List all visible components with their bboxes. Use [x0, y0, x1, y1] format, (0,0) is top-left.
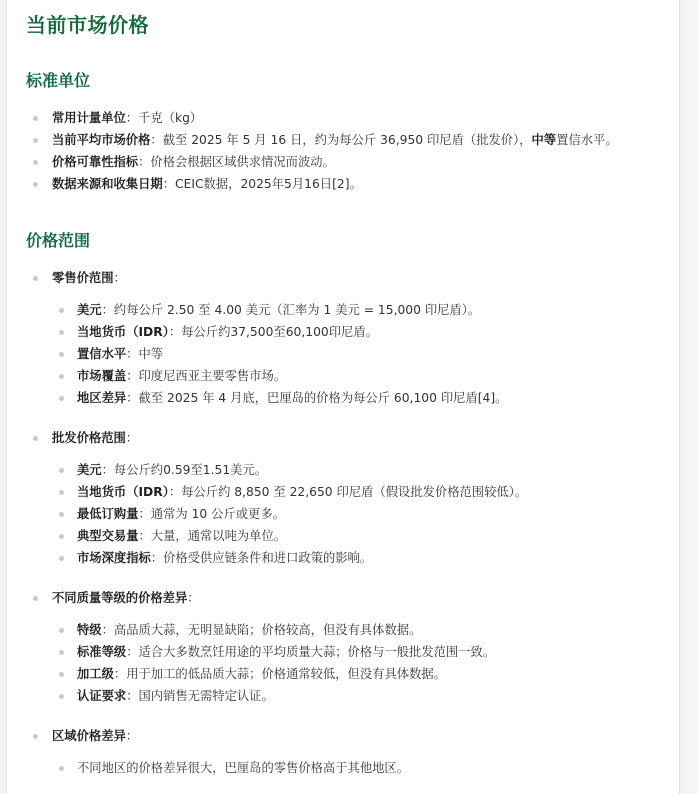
bullet-icon: [33, 182, 38, 187]
bullet-icon: [33, 138, 38, 143]
bullet-icon: [59, 766, 64, 771]
bullet-icon: [59, 468, 64, 473]
bullet-icon: [59, 330, 64, 335]
list-item: 最低订购量：通常为 10 公斤或更多。: [7, 503, 681, 525]
list-item: 地区差异：截至 2025 年 4 月底，巴厘岛的价格为每公斤 60,100 印尼盾[4]。: [7, 387, 681, 409]
list-item: 市场覆盖：印度尼西亚主要零售市场。: [7, 365, 681, 387]
vertical-scrollbar[interactable]: [684, 0, 698, 794]
list-item: 当地货币（IDR）：每公斤约37,500至60,100印尼盾。: [7, 321, 681, 343]
bullet-icon: [59, 352, 64, 357]
standard-unit-list: [7, 107, 681, 195]
list-item: 价格可靠性指标：价格会根据区域供求情况而波动。: [7, 151, 681, 173]
bullet-icon: [59, 650, 64, 655]
bullet-icon: [33, 436, 38, 441]
list-item: 美元：约每公斤 2.50 至 4.00 美元（汇率为 1 美元 = 15,000 印尼盾）。: [7, 299, 681, 321]
bullet-icon: [59, 534, 64, 539]
document-card: [6, 0, 680, 794]
list-item: 加工级：用于加工的低品质大蒜；价格通常较低，但没有具体数据。: [7, 663, 681, 685]
list-item: 不同地区的价格差异很大，巴厘岛的零售价格高于其他地区。: [7, 757, 681, 779]
retail-price-list: [7, 299, 681, 409]
section-heading-standard-unit: 标准单位: [26, 71, 91, 90]
group-retail-label: 零售价范围：: [7, 267, 681, 289]
section-heading-price-range: 价格范围: [26, 231, 91, 250]
bullet-icon: [33, 734, 38, 739]
group-regional-label: 区域价格差异：: [7, 725, 681, 747]
bullet-icon: [59, 556, 64, 561]
wholesale-price-list: [7, 459, 681, 569]
bullet-icon: [59, 628, 64, 633]
page-title: 当前市场价格: [26, 13, 149, 37]
bullet-icon: [33, 160, 38, 165]
bullet-icon: [59, 396, 64, 401]
group-quality-grade-label: 不同质量等级的价格差异：: [7, 587, 681, 609]
list-item: 置信水平：中等: [7, 343, 681, 365]
bullet-icon: [59, 512, 64, 517]
bullet-icon: [33, 596, 38, 601]
bullet-icon: [33, 116, 38, 121]
bullet-icon: [33, 276, 38, 281]
list-item: 标准等级：适合大多数烹饪用途的平均质量大蒜；价格与一般批发范围一致。: [7, 641, 681, 663]
list-item: 美元：每公斤约0.59至1.51美元。: [7, 459, 681, 481]
list-item: 认证要求：国内销售无需特定认证。: [7, 685, 681, 707]
quality-grade-list: [7, 619, 681, 707]
regional-price-list: [7, 757, 681, 779]
list-item: 特级：高品质大蒜，无明显缺陷；价格较高，但没有具体数据。: [7, 619, 681, 641]
list-item: 常用计量单位：千克（kg）: [7, 107, 681, 129]
bullet-icon: [59, 490, 64, 495]
list-item: 数据来源和收集日期：CEIC数据，2025年5月16日[2]。: [7, 173, 681, 195]
list-item: 典型交易量：大量，通常以吨为单位。: [7, 525, 681, 547]
group-wholesale-label: 批发价格范围：: [7, 427, 681, 449]
list-item: 当前平均市场价格：截至 2025 年 5 月 16 日，约为每公斤 36,950 印尼盾（批发价），中等置信水平。: [7, 129, 681, 151]
bullet-icon: [59, 672, 64, 677]
bullet-icon: [59, 694, 64, 699]
list-item: 当地货币（IDR）：每公斤约 8,850 至 22,650 印尼盾（假设批发价格范围较低）。: [7, 481, 681, 503]
bullet-icon: [59, 308, 64, 313]
bullet-icon: [59, 374, 64, 379]
list-item: 市场深度指标：价格受供应链条件和进口政策的影响。: [7, 547, 681, 569]
